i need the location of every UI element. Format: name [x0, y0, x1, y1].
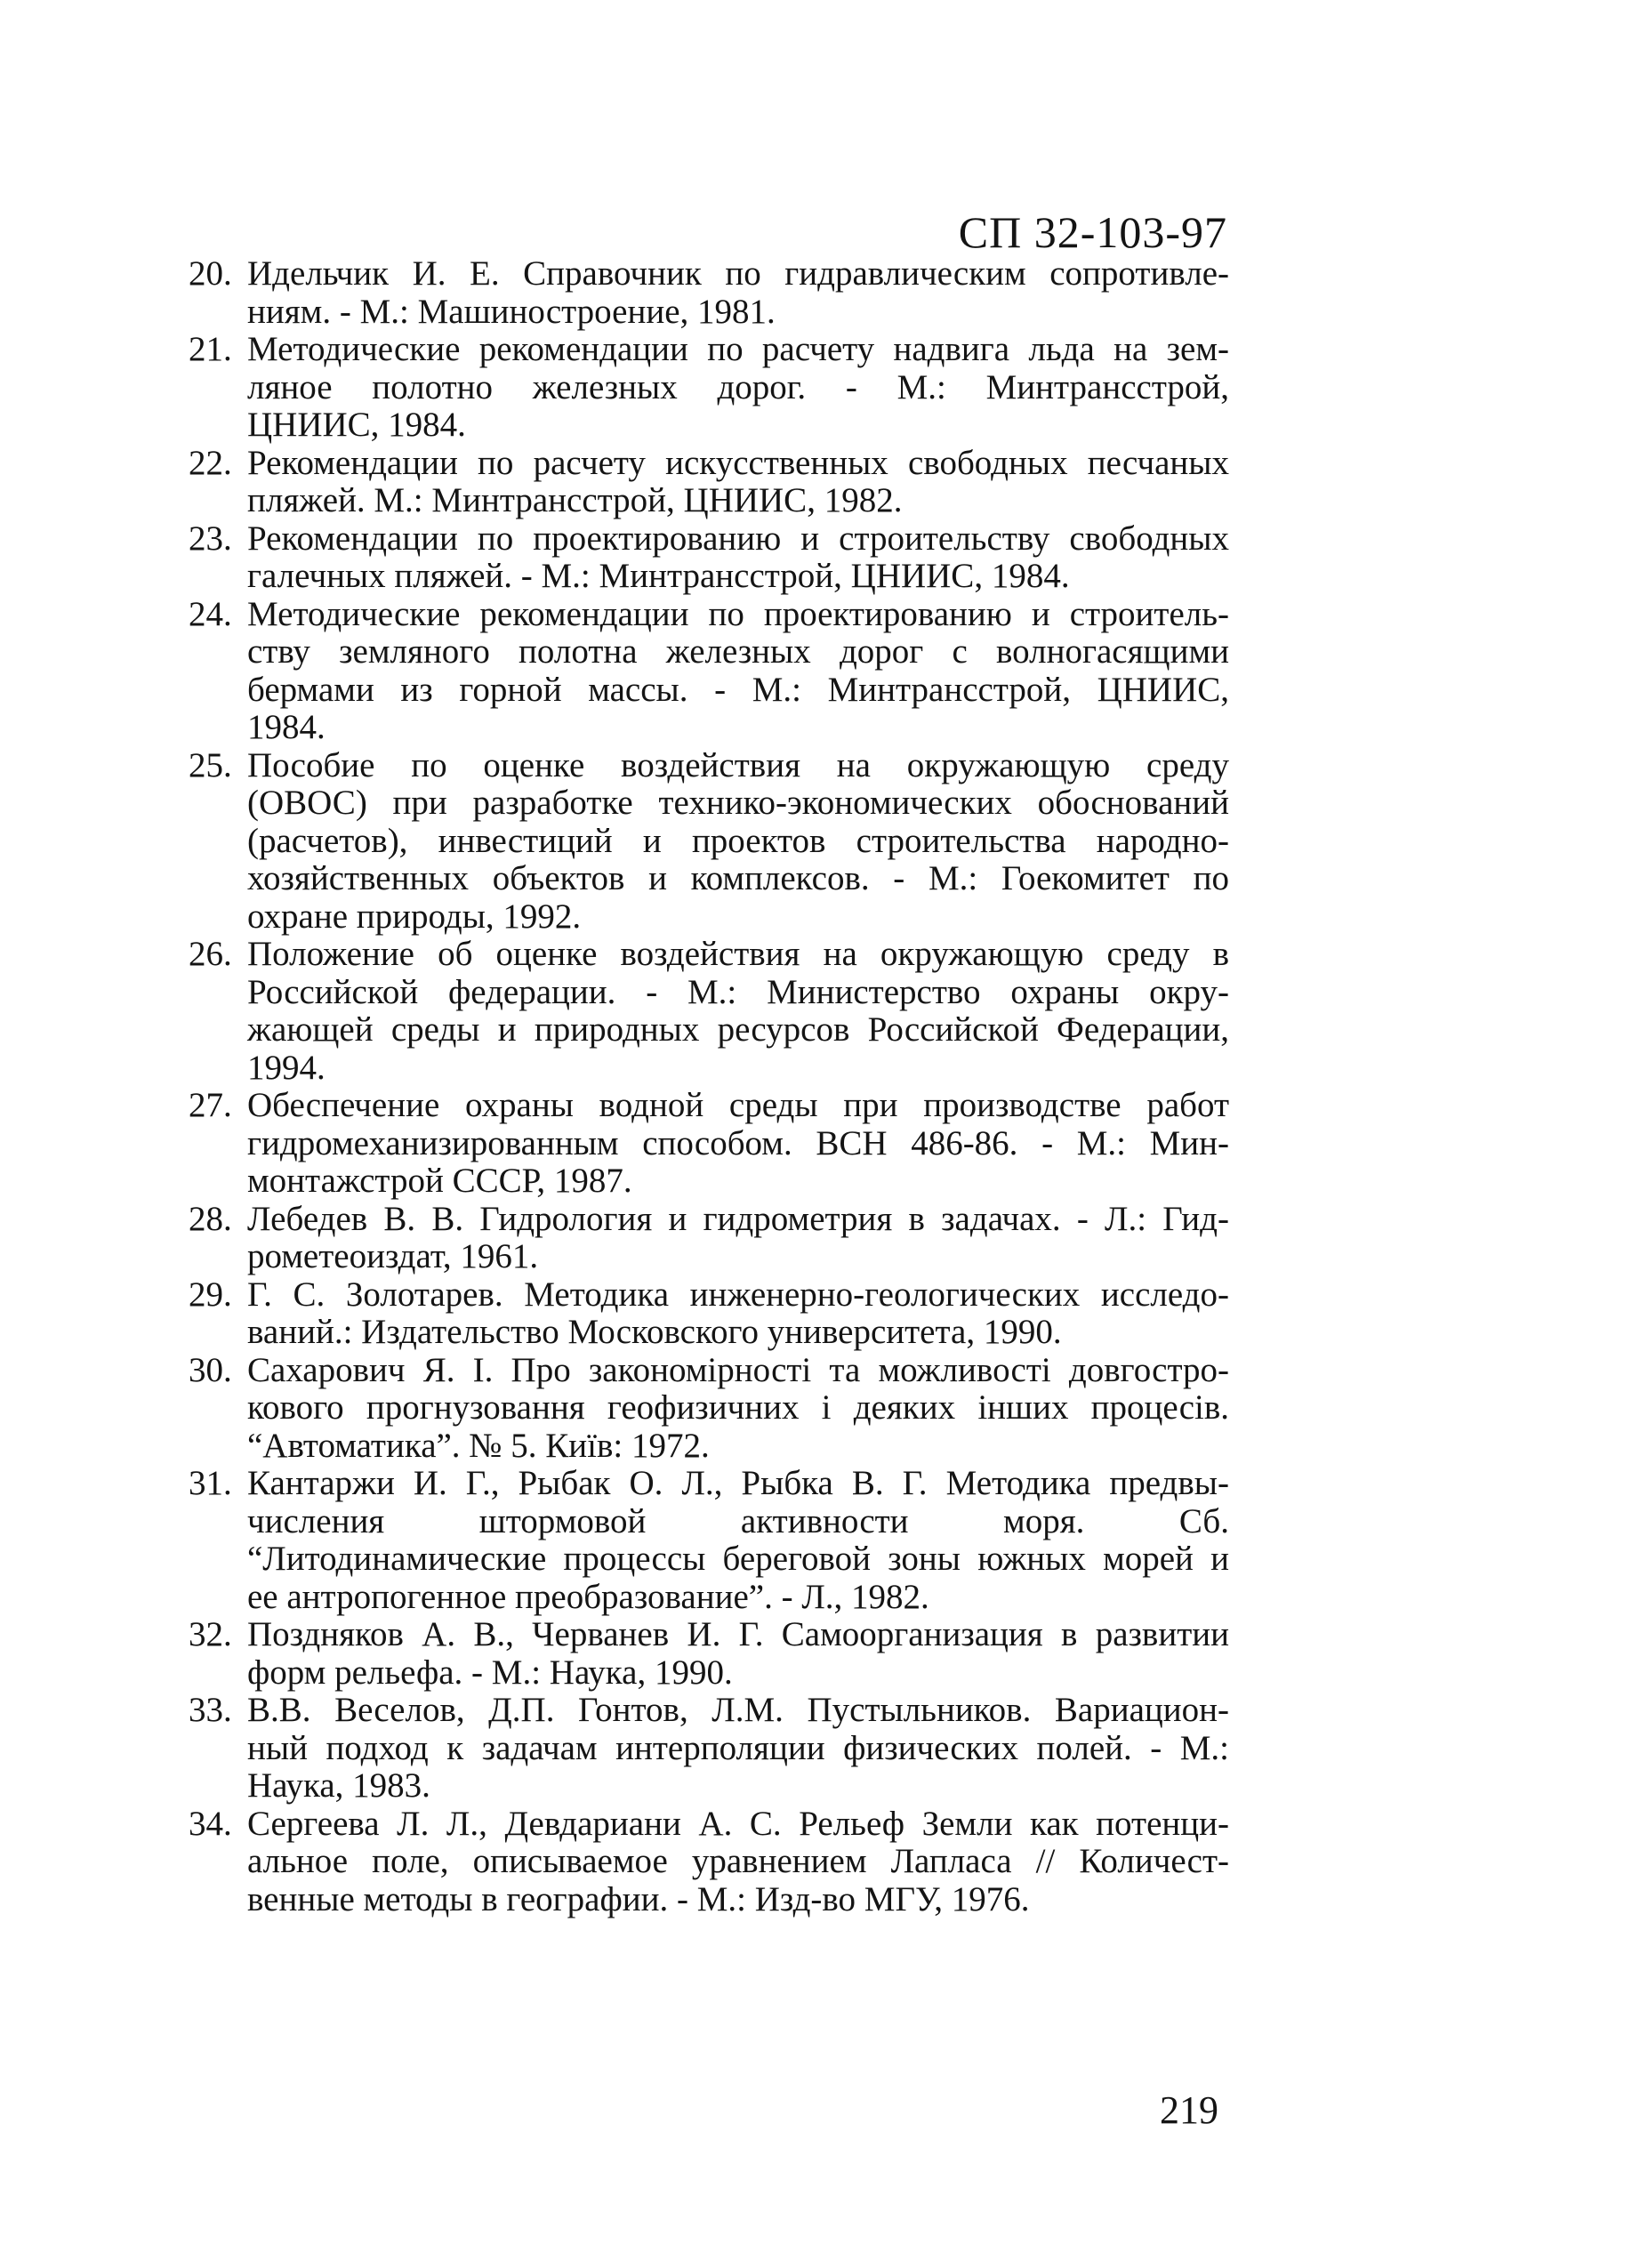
reference-line: гидромеханизированным способом. ВСН 486-86. - М.: Мин-	[247, 1123, 1229, 1162]
reference-item	[189, 520, 1229, 596]
reference-line: ЦНИИС, 1984.	[247, 406, 466, 444]
reference-item	[189, 747, 1229, 937]
reference-line: Обеспечение охраны водной среды при производстве работ	[247, 1086, 1229, 1124]
reference-line: Сергеева Л. Л., Девдариани А. С. Рельеф Земли как потенци-	[247, 1804, 1229, 1843]
reference-number: 26.	[189, 935, 232, 973]
reference-item	[189, 1087, 1229, 1201]
reference-item	[189, 1806, 1229, 1919]
reference-line: Положение об оценке воздействия на окружающую среду в	[247, 935, 1229, 973]
reference-item	[189, 936, 1229, 1087]
reference-number: 25.	[189, 745, 232, 784]
page-number: 219	[1160, 2088, 1218, 2132]
reference-number: 23.	[189, 519, 232, 558]
reference-line: Сахарович Я. І. Про закономірності та можливості довгостро-	[247, 1350, 1229, 1389]
reference-line: Российской федерации. - М.: Министерство охраны окру-	[247, 972, 1229, 1011]
reference-line: (ОВОС) при разработке технико-экономических обоснований	[247, 784, 1229, 822]
reference-line: ный подход к задачам интерполяции физических полей. - М.:	[247, 1728, 1229, 1767]
reference-item	[189, 596, 1229, 747]
reference-line: ваний.: Издательство Московского университета, 1990.	[247, 1313, 1062, 1351]
reference-line: ляное полотно железных дорог. - М.: Минтрансстрой,	[247, 367, 1229, 406]
reference-line: венные методы в географии. - М.: Изд-во МГУ, 1976.	[247, 1879, 1030, 1918]
reference-line: кового прогнузовання геофизичних і деяких інших процесів.	[247, 1388, 1229, 1427]
reference-line: галечных пляжей. - М.: Минтрансстрой, ЦНИИС, 1984.	[247, 557, 1070, 595]
reference-number: 30.	[189, 1350, 232, 1389]
reference-line: 1984.	[247, 708, 326, 746]
reference-item	[189, 1201, 1229, 1276]
reference-number: 32.	[189, 1615, 232, 1653]
reference-number: 34.	[189, 1804, 232, 1843]
reference-item	[189, 1692, 1229, 1806]
reference-line: Идельчик И. Е. Справочник по гидравлическим сопротивле-	[247, 254, 1229, 293]
reference-item	[189, 1465, 1229, 1616]
reference-line: Методические рекомендации по расчету надвига льда на зем-	[247, 330, 1229, 368]
reference-line: “Автоматика”. № 5. Київ: 1972.	[247, 1426, 710, 1465]
reference-line: 1994.	[247, 1048, 326, 1087]
reference-item	[189, 1352, 1229, 1466]
reference-number: 20.	[189, 254, 232, 293]
reference-number: 22.	[189, 443, 232, 482]
reference-item	[189, 1616, 1229, 1692]
reference-line: (расчетов), инвестиций и проектов строительства народно-	[247, 821, 1229, 860]
reference-line: бермами из горной массы. - М.: Минтрансстрой, ЦНИИС,	[247, 670, 1229, 709]
reference-list	[189, 255, 1229, 1918]
reference-line: В.В. Веселов, Д.П. Гонтов, Л.М. Пустыльников. Вариацион-	[247, 1691, 1229, 1729]
reference-line: жающей среды и природных ресурсов Российской Федерации,	[247, 1010, 1229, 1049]
reference-line: форм рельефа. - М.: Наука, 1990.	[247, 1653, 733, 1692]
reference-number: 24.	[189, 594, 232, 633]
reference-line: ее антропогенное преобразование”. - Л., 1982.	[247, 1577, 929, 1616]
reference-line: Г. С. Золотарев. Методика инженерно-геологических исследо-	[247, 1275, 1229, 1314]
reference-number: 31.	[189, 1464, 232, 1502]
reference-line: ниям. - М.: Машиностроение, 1981.	[247, 292, 776, 331]
reference-number: 21.	[189, 330, 232, 368]
reference-number: 28.	[189, 1199, 232, 1238]
reference-line: пляжей. М.: Минтрансстрой, ЦНИИС, 1982.	[247, 481, 903, 519]
reference-number: 27.	[189, 1086, 232, 1124]
reference-line: охране природы, 1992.	[247, 897, 582, 936]
reference-line: Наука, 1983.	[247, 1766, 430, 1805]
reference-item	[189, 1276, 1229, 1352]
reference-line: числения штормовой активности моря. Сб.	[247, 1501, 1229, 1540]
reference-number: 29.	[189, 1275, 232, 1314]
reference-line: хозяйственных объектов и комплексов. - М.: Гоекомитет по	[247, 859, 1229, 897]
reference-line: Методические рекомендации по проектированию и строитель-	[247, 594, 1229, 633]
reference-item	[189, 445, 1229, 520]
reference-line: Лебедев В. В. Гидрология и гидрометрия в задачах. - Л.: Гид-	[247, 1199, 1229, 1238]
reference-line: Поздняков А. В., Черванев И. Г. Самоорганизация в развитии	[247, 1615, 1229, 1653]
reference-line: рометеоиздат, 1961.	[247, 1237, 539, 1275]
reference-item	[189, 331, 1229, 445]
reference-line: Пособие по оценке воздействия на окружающую среду	[247, 745, 1229, 784]
document-code: СП 32-103-97	[958, 207, 1227, 257]
reference-line: альное поле, описываемое уравнением Лапласа // Количест-	[247, 1842, 1229, 1880]
reference-line: “Литодинамические процессы береговой зоны южных морей и	[247, 1540, 1229, 1578]
reference-line: монтажстрой СССР, 1987.	[247, 1162, 632, 1200]
reference-line: Рекомендации по расчету искусственных свободных песчаных	[247, 443, 1229, 482]
reference-line: Кантаржи И. Г., Рыбак О. Л., Рыбка В. Г. Методика предвы-	[247, 1464, 1229, 1502]
reference-line: Рекомендации по проектированию и строительству свободных	[247, 519, 1229, 558]
reference-line: ству земляного полотна железных дорог с волногасящими	[247, 632, 1229, 671]
reference-item	[189, 255, 1229, 331]
reference-number: 33.	[189, 1691, 232, 1729]
